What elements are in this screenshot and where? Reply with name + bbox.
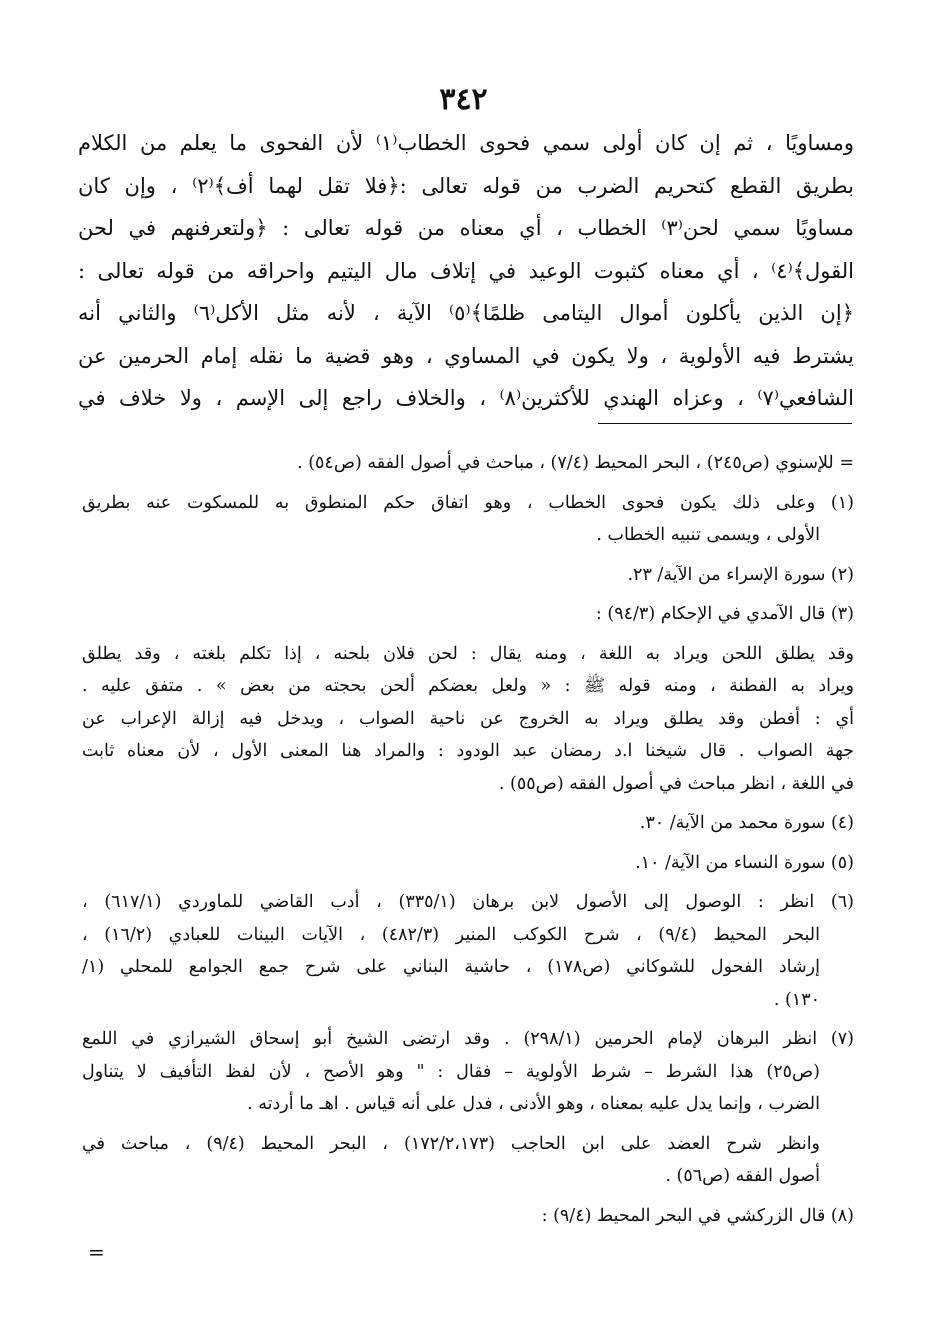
footnote-line: = للإسنوي (ص٢٤٥) ، البحر المحيط (٧/٤) ، مباحث في أصول الفقه (ص٥٤) . <box>297 453 854 473</box>
body-line: القول﴾⁽٤⁾ ، أي معناه كثبوت الوعيد في إتلاف مال اليتيم واحراقه من قوله تعالى : <box>78 258 854 283</box>
footnote-1 <box>82 487 854 552</box>
footnote-line: وانظر شرح العضد على ابن الحاجب (١٧٢/٢،١٧٣) ، البحر المحيط (٩/٤) ، مباحث في <box>82 1133 821 1154</box>
footnote-line: (٢) سورة الإسراء من الآية/ ٢٣. <box>627 564 854 585</box>
footnote-line: (٦) انظر : الوصول إلى الأصول لابن برهان (٣٣٥/١) ، أدب القاضي للماوردي (٦١٧/١) ، <box>82 892 854 912</box>
footnote-line: جهة الصواب . قال شيخنا ا.د رمضان عبد الودود : والمراد هنا المعنى الأول ، لأن معناه ثابت <box>82 741 854 761</box>
footnote-line: (ص٢٥) هذا الشرط – شرط الأولوية – فقال : " وهو الأصح ، لأن لفظ التأفيف لا يتناول <box>82 1061 820 1082</box>
footnotes <box>82 447 854 1239</box>
body-line: بطريق القطع كتحريم الضرب من قوله تعالى :﴿فلا تقل لهما أف﴾⁽٢⁾ ، وإن كان <box>78 173 854 198</box>
footnote-line: إرشاد الفحول للشوكاني (ص١٧٨) ، حاشية البناني على شرح جمع الجوامع للمحلي (١/ <box>82 957 820 977</box>
footnote-7-extra <box>82 1128 854 1193</box>
footnote-3-quote <box>82 638 854 801</box>
footnote-line: ويراد به الفطنة ، ومنه قوله ﷺ : « ولعل بعضكم ألحن بحجته من بعض » . متفق عليه . <box>82 676 854 696</box>
footnote-continued <box>82 447 854 480</box>
body-line: مساويًا سمي لحن⁽٣⁾ الخطاب ، أي معناه من قوله تعالى : ﴿ولتعرفنهم في لحن <box>78 216 854 240</box>
footnote-7 <box>82 1023 854 1121</box>
footnote-line: (٥) سورة النساء من الآية/ ١٠. <box>635 852 854 873</box>
footnote-3 <box>82 598 854 631</box>
footnote-line: (٤) سورة محمد من الآية/ ٣٠. <box>639 813 854 833</box>
footnote-2 <box>82 559 854 592</box>
footnote-4 <box>82 807 854 840</box>
footnote-line: (١) وعلى ذلك يكون فحوى الخطاب ، وهو اتفاق حكم المنطوق به للمسكوت عنه بطريق <box>82 492 854 513</box>
footnote-line: في اللغة ، انظر مباحث في أصول الفقه (ص٥٥) . <box>498 773 854 794</box>
body-line: ومساويًا ، ثم إن كان أولى سمي فحوى الخطاب⁽١⁾ لأن الفحوى ما يعلم من الكلام <box>78 131 854 155</box>
footnote-line: (٣) قال الآمدي في الإحكام (٩٤/٣) : <box>595 604 854 624</box>
main-text <box>78 122 854 420</box>
footnote-line: أي : أفطن وقد يطلق ويراد به الخروج عن ناحية الصواب ، ويدخل فيه إزالة الإعراب عن <box>82 708 854 729</box>
footnote-line: أصول الفقه (ص٥٦) . <box>665 1166 820 1186</box>
footnote-line: ١٣٠) . <box>773 989 820 1010</box>
body-line: ﴿إن الذين يأكلون أموال اليتامى ظلمًا﴾⁽٥⁾ الآية ، لأنه مثل الأكل⁽٦⁾ والثاني أنه <box>78 301 854 325</box>
footnote-6 <box>82 886 854 1016</box>
body-line: الشافعي⁽٧⁾ ، وعزاه الهندي للأكثرين⁽٨⁾ ، والخلاف راجع إلى الإسم ، ولا خلاف في <box>78 386 854 410</box>
body-line: يشترط فيه الأولوية ، ولا يكون في المساوي ، وهو قضية ما نقله إمام الحرمين عن <box>78 343 854 368</box>
footnote-5 <box>82 847 854 880</box>
page-number: ٣٤٢ <box>439 82 488 117</box>
footnote-line: البحر المحيط (٩/٤) ، شرح الكوكب المنير (٤٨٢/٣) ، الآيات البينات للعبادي (١٦/٢) ، <box>82 924 820 945</box>
footnote-line: الأولى ، ويسمى تنبيه الخطاب . <box>596 525 820 545</box>
footnote-8 <box>82 1200 854 1233</box>
footnote-line: (٨) قال الزركشي في البحر المحيط (٩/٤) : <box>541 1205 854 1226</box>
footnote-line: (٧) انظر البرهان لإمام الحرمين (٢٩٨/١) . وقد ارتضى الشيخ أبو إسحاق الشيرازي في اللمع <box>82 1029 854 1049</box>
continuation-mark: = <box>88 1240 105 1264</box>
footnote-line: وقد يطلق اللحن ويراد به اللغة ، ومنه يقال : لحن فلان بلحنه ، إذا تكلم بلغته ، وقد يطلق <box>82 643 854 664</box>
footnote-line: الضرب ، وإنما يدل عليه بمعناه ، وهو الأدنى ، فدل على أنه قياس . اهـ ما أردته . <box>247 1094 820 1114</box>
footnote-separator <box>598 423 852 424</box>
